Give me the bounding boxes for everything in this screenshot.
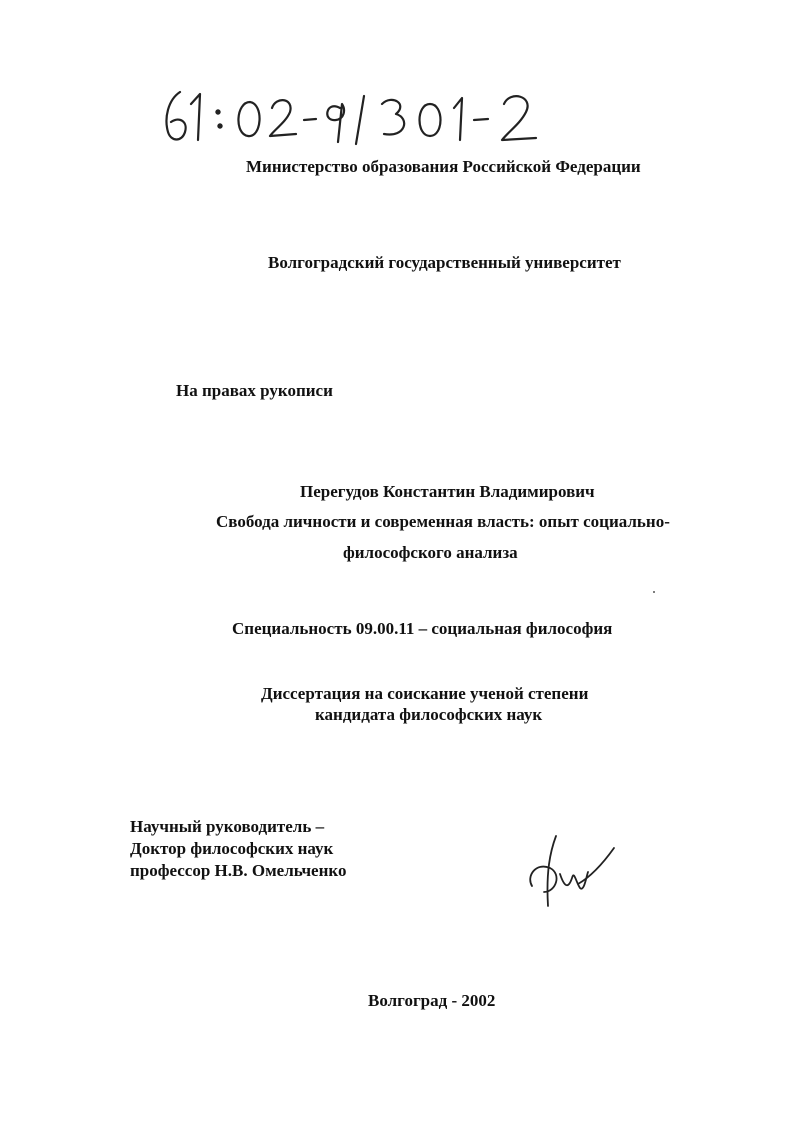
author-name: Перегудов Константин Владимирович: [300, 482, 595, 501]
handwritten-archive-number: [158, 82, 598, 152]
supervisor-line-1: Научный руководитель –: [130, 817, 325, 836]
supervisor-line-3: профессор Н.В. Омельченко: [130, 861, 347, 880]
ministry-heading: Министерство образования Российской Федерации: [246, 157, 641, 176]
thesis-title-line-1: Свобода личности и современная власть: опыт социально-: [216, 512, 670, 531]
thesis-title-line-2: философского анализа: [343, 543, 518, 562]
signature: [522, 832, 622, 912]
manuscript-note: На правах рукописи: [176, 381, 333, 400]
scan-speck: [653, 591, 655, 593]
university-heading: Волгоградский государственный университет: [268, 253, 621, 272]
degree-line-2: кандидата философских наук: [315, 705, 543, 724]
supervisor-line-2: Доктор философских наук: [130, 839, 334, 858]
place-and-year: Волгоград - 2002: [368, 991, 496, 1010]
degree-line-1: Диссертация на соискание ученой степени: [261, 684, 589, 703]
specialty: Специальность 09.00.11 – социальная философия: [232, 619, 613, 638]
